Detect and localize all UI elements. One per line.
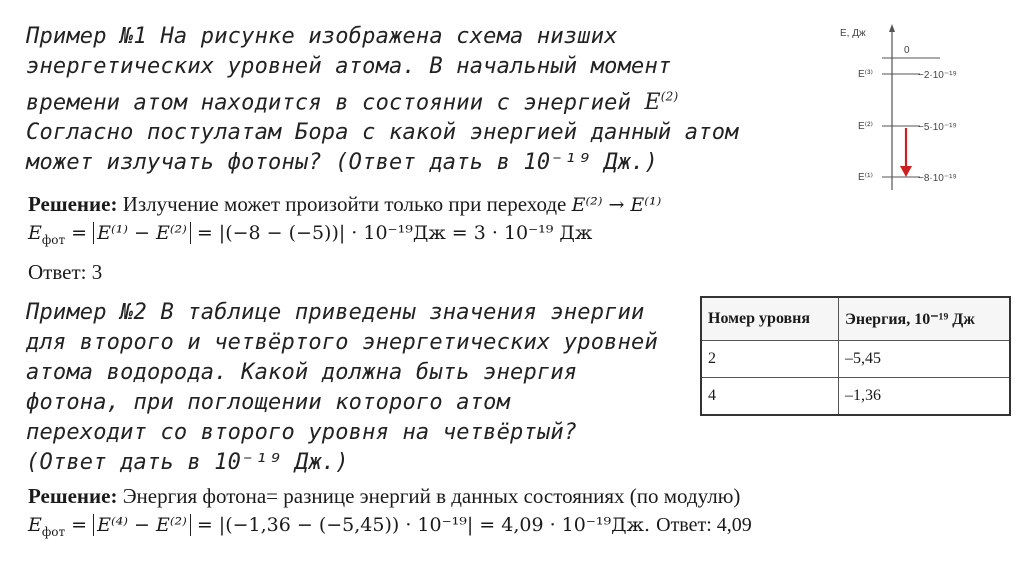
table-row <box>701 378 1010 416</box>
example1-line-5: может излучать фотоны? (Ответ дать в 10⁻¹⁹ Дж.) <box>26 150 658 176</box>
solution1-lhs-sub: фот <box>41 232 66 247</box>
diagram-level-2-name: E⁽²⁾ <box>858 121 873 132</box>
energy-level-diagram <box>840 20 1020 190</box>
table-cell-level: 2 <box>701 341 839 378</box>
example1-line-2: энергетических уровней атома. В начальный момент <box>26 54 672 79</box>
solution1-lhs: E <box>28 222 42 244</box>
example2-line-2: для второго и четвёртого энергетических уровней <box>26 330 658 355</box>
diagram-axis-label: E, Дж <box>840 28 866 39</box>
diagram-axis-arrow <box>889 24 895 32</box>
energy-table <box>700 296 1011 416</box>
solution1-formula-rest: = |(−8 − (−5))| · 10⁻¹⁹Дж = 3 · 10⁻¹⁹ Дж <box>196 222 593 244</box>
example2-text <box>26 298 696 478</box>
table-cell-level: 4 <box>701 378 839 416</box>
example2-line-5: переходит со второго уровня на четвёртый? <box>26 420 578 445</box>
example2-line-3: атома водорода. Какой должна быть энергия <box>26 360 578 385</box>
energy-symbol: $E^{(2)}$ <box>644 90 679 116</box>
example1-line-1: Пример №1 На рисунке изображена схема низших <box>26 24 618 49</box>
solution2-formula: $E_{фот} = E^{(4)} - E^{(2)} = |(-1,36 - (-5,45)) \cdot 10^{-19}| = 4,09 \cdot 10^{-19}Дж$. Ответ: 4,09 <box>28 514 752 539</box>
solution2-formula-rest: = |(−1,36 − (−5,45)) · 10⁻¹⁹| = 4,09 · 10⁻¹⁹Дж. <box>196 514 651 536</box>
solution2-answer: Ответ: 4,09 <box>656 514 752 536</box>
example1-line-3 <box>26 82 826 118</box>
solution1-transition: E⁽²⁾ → E⁽¹⁾ <box>571 194 662 216</box>
solution2-text: Энергия фотона= разнице энергий в данных состояниях (по модулю) <box>122 484 741 508</box>
diagram-level-2-value: −5·10⁻¹⁹ <box>918 122 957 133</box>
table-cell-energy: –1,36 <box>839 378 1011 416</box>
table-cell-energy: –5,45 <box>839 341 1011 378</box>
solution1-line <box>28 190 661 219</box>
solution1-label: Решение: <box>28 192 118 216</box>
example2-line-4: фотона, при поглощении которого атом <box>26 390 511 415</box>
diagram-zero-label: 0 <box>904 45 910 56</box>
table-header-energy: Энергия, 10⁻¹⁹ Дж <box>839 297 1011 341</box>
diagram-level-3-value: −2·10⁻¹⁹ <box>918 70 957 81</box>
solution2-lhs: E <box>28 514 42 536</box>
solution2-lhs-sub: фот <box>41 524 66 539</box>
solution2-line <box>28 482 740 510</box>
table-row <box>701 341 1010 378</box>
example1-line-4: Согласно постулатам Бора с какой энергией данный атом <box>26 120 739 146</box>
solution1-formula: $E_{фот} = E^{(1)} - E^{(2)} = |(-8 - (-5))| \cdot 10^{-19}Дж = 3 \cdot 10^{-19}$ Дж <box>28 222 593 247</box>
solution2-label: Решение: <box>28 484 118 508</box>
example2-line-1: Пример №2 В таблице приведены значения энергии <box>26 300 645 325</box>
diagram-level-1-name: E⁽¹⁾ <box>858 172 873 183</box>
transition-arrow-head <box>900 166 912 177</box>
diagram-level-1-value: −8·10⁻¹⁹ <box>918 173 957 184</box>
table-header-row <box>701 297 1010 341</box>
solution2-abs-term: E⁽⁴⁾ − E⁽²⁾ <box>93 514 191 536</box>
example1-line-3-text: времени атом находится в состоянии с энергией <box>26 90 632 116</box>
solution1-answer: Ответ: 3 <box>28 260 103 284</box>
diagram-level-3-name: E⁽³⁾ <box>858 69 873 80</box>
example1-text <box>26 22 826 178</box>
table-header-level: Номер уровня <box>701 297 839 341</box>
solution1-abs-term: E⁽¹⁾ − E⁽²⁾ <box>93 222 191 244</box>
example2-line-6: (Ответ дать в 10⁻¹⁹ Дж.) <box>26 450 349 475</box>
solution1-text: Излучение может произойти только при переходе <box>122 192 567 216</box>
